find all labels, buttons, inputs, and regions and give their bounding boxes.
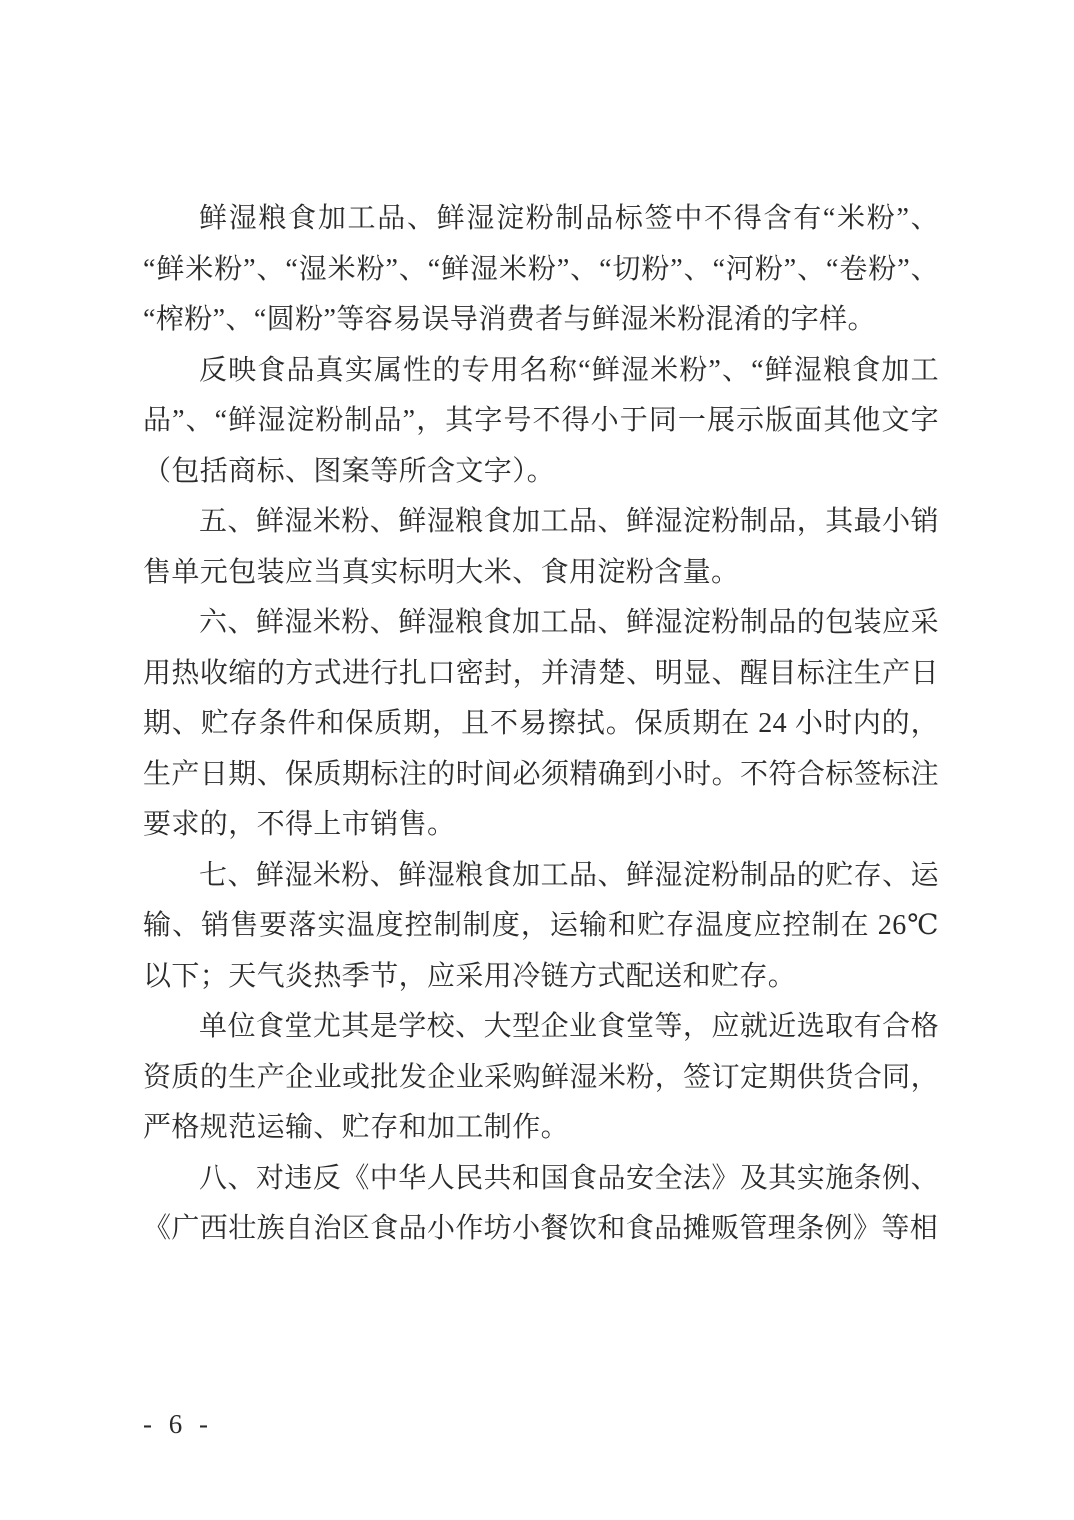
page-number: - 6 - [143,1409,213,1439]
paragraph-canteen-procurement: 单位食堂尤其是学校、大型企业食堂等，应就近选取有合格资质的生产企业或批发企业采购鲜湿米粉，签订定期供货合同，严格规范运输、贮存和加工制作。 [143,1011,939,1143]
document-body-text [143,194,939,1255]
paragraph-item-8-legal-violations: 八、对违反《中华人民共和国食品安全法》及其实施条例、《广西壮族自治区食品小作坊小餐饮和食品摊贩管理条例》等相 [143,1162,939,1244]
paragraph-product-name-font-size: 反映食品真实属性的专用名称“鲜湿米粉”、“鲜湿粮食加工品”、“鲜湿淀粉制品”，其字号不得小于同一展示版面其他文字（包括商标、图案等所含文字）。 [143,354,939,487]
paragraph-item-6-packaging-dates: 六、鲜湿米粉、鲜湿粮食加工品、鲜湿淀粉制品的包装应采用热收缩的方式进行扎口密封，并清楚、明显、醒目标注生产日期、贮存条件和保质期，且不易擦拭。保质期在 24 小时内的，生产日期、保质期标注的时间必须精确到小时。不符合标签标注要求的，不得上市销售。 [143,607,939,840]
paragraph-item-7-temperature-control: 七、鲜湿米粉、鲜湿粮食加工品、鲜湿淀粉制品的贮存、运输、销售要落实温度控制制度，运输和贮存温度应控制在 26℃以下；天气炎热季节，应采用冷链方式配送和贮存。 [143,859,939,992]
paragraph-item-5-content-labeling: 五、鲜湿米粉、鲜湿粮食加工品、鲜湿淀粉制品，其最小销售单元包装应当真实标明大米、食用淀粉含量。 [143,506,939,588]
paragraph-label-restrictions: 鲜湿粮食加工品、鲜湿淀粉制品标签中不得含有“米粉”、“鲜米粉”、“湿米粉”、“鲜湿米粉”、“切粉”、“河粉”、“卷粉”、“榨粉”、“圆粉”等容易误导消费者与鲜湿米粉混淆的字样。 [143,203,939,335]
